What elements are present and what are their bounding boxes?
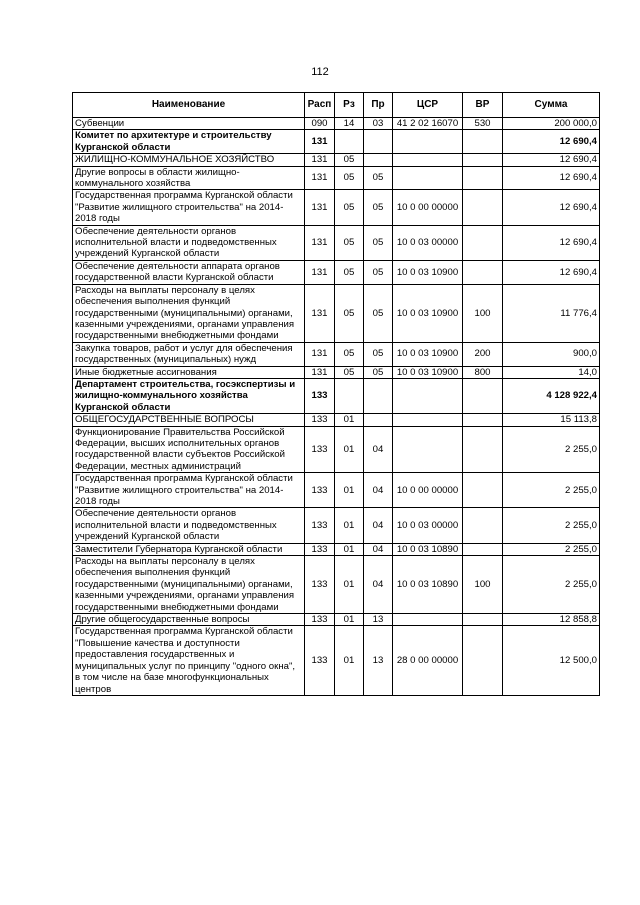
cell-name: Субвенции [73, 118, 305, 130]
table-row [73, 473, 600, 508]
cell-vr: 800 [463, 366, 503, 378]
cell-pr: 03 [364, 118, 393, 130]
cell-csr [393, 614, 463, 626]
cell-rasp: 133 [305, 414, 335, 426]
cell-rasp: 131 [305, 260, 335, 284]
cell-name: Другие общегосударственные вопросы [73, 614, 305, 626]
cell-vr [463, 225, 503, 260]
cell-pr: 05 [364, 366, 393, 378]
cell-name: Государственная программа Курганской области "Повышение качества и доступности предоставления государственных и муниципальных услуг по принципу "одного окна", в том числе на базе многофункциональных центров [73, 626, 305, 695]
cell-sum: 2 255,0 [503, 556, 600, 614]
cell-pr: 05 [364, 342, 393, 366]
cell-csr: 41 2 02 16070 [393, 118, 463, 130]
cell-vr: 200 [463, 342, 503, 366]
cell-rz: 05 [335, 366, 364, 378]
cell-rz [335, 130, 364, 154]
cell-vr [463, 614, 503, 626]
cell-csr: 10 0 03 10900 [393, 284, 463, 342]
cell-pr [364, 378, 393, 413]
cell-rz: 05 [335, 225, 364, 260]
cell-rz: 14 [335, 118, 364, 130]
cell-rasp: 131 [305, 225, 335, 260]
cell-name: Заместители Губернатора Курганской области [73, 543, 305, 555]
cell-sum: 2 255,0 [503, 473, 600, 508]
cell-rasp: 133 [305, 626, 335, 695]
cell-rasp: 090 [305, 118, 335, 130]
cell-pr [364, 414, 393, 426]
cell-sum: 11 776,4 [503, 284, 600, 342]
table-row [73, 543, 600, 555]
cell-name: Расходы на выплаты персоналу в целях обеспечения выполнения функций государственными (муниципальными) органами, казенными учреждениями, органами управления государственными внебюджетными фондами [73, 284, 305, 342]
cell-name: Государственная программа Курганской области "Развитие жилищного строительства" на 2014-2018 годы [73, 190, 305, 225]
table-row [73, 342, 600, 366]
table-row [73, 378, 600, 413]
cell-rasp: 131 [305, 366, 335, 378]
table-row [73, 366, 600, 378]
cell-pr: 04 [364, 426, 393, 473]
cell-name: Функционирование Правительства Российской Федерации, высших исполнительных органов государственной власти субъектов Российской Федерации, местных администраций [73, 426, 305, 473]
cell-rz: 05 [335, 166, 364, 190]
cell-pr: 05 [364, 166, 393, 190]
cell-vr [463, 154, 503, 166]
cell-sum: 12 690,4 [503, 260, 600, 284]
cell-rasp: 133 [305, 473, 335, 508]
table-row [73, 414, 600, 426]
table-row [73, 260, 600, 284]
cell-csr: 10 0 03 10890 [393, 556, 463, 614]
header-pr: Пр [364, 93, 393, 118]
table-row [73, 166, 600, 190]
cell-rasp: 131 [305, 284, 335, 342]
cell-name: Обеспечение деятельности органов исполнительной власти и подведомственных учреждений Курганской области [73, 508, 305, 543]
cell-rz: 01 [335, 473, 364, 508]
cell-pr: 13 [364, 626, 393, 695]
cell-sum: 2 255,0 [503, 426, 600, 473]
cell-pr: 04 [364, 508, 393, 543]
cell-rz: 05 [335, 342, 364, 366]
cell-vr [463, 378, 503, 413]
cell-rasp: 133 [305, 614, 335, 626]
cell-sum: 2 255,0 [503, 508, 600, 543]
cell-name: Государственная программа Курганской области "Развитие жилищного строительства" на 2014-2018 годы [73, 473, 305, 508]
table-row [73, 626, 600, 695]
table-row [73, 130, 600, 154]
cell-sum: 12 500,0 [503, 626, 600, 695]
cell-pr [364, 154, 393, 166]
cell-rz: 01 [335, 543, 364, 555]
cell-rz: 05 [335, 284, 364, 342]
cell-csr: 10 0 03 10900 [393, 342, 463, 366]
cell-pr: 04 [364, 556, 393, 614]
cell-sum: 12 858,8 [503, 614, 600, 626]
cell-csr [393, 426, 463, 473]
cell-sum: 2 255,0 [503, 543, 600, 555]
cell-pr: 05 [364, 190, 393, 225]
table-row [73, 284, 600, 342]
cell-sum: 900,0 [503, 342, 600, 366]
table-row [73, 190, 600, 225]
header-rz: Рз [335, 93, 364, 118]
cell-sum: 12 690,4 [503, 154, 600, 166]
cell-rasp: 131 [305, 154, 335, 166]
table-row [73, 614, 600, 626]
cell-rz: 01 [335, 426, 364, 473]
cell-rz [335, 378, 364, 413]
cell-vr [463, 190, 503, 225]
header-name: Наименование [73, 93, 305, 118]
cell-rasp: 133 [305, 508, 335, 543]
cell-rasp: 133 [305, 543, 335, 555]
cell-name: Обеспечение деятельности аппарата органов государственной власти Курганской области [73, 260, 305, 284]
cell-rz: 05 [335, 190, 364, 225]
cell-name: Иные бюджетные ассигнования [73, 366, 305, 378]
cell-rz: 01 [335, 626, 364, 695]
budget-table [72, 92, 600, 696]
cell-name: ЖИЛИЩНО-КОММУНАЛЬНОЕ ХОЗЯЙСТВО [73, 154, 305, 166]
table-row [73, 225, 600, 260]
cell-name: Другие вопросы в области жилищно-коммунального хозяйства [73, 166, 305, 190]
page-number: 112 [311, 66, 329, 78]
cell-sum: 15 113,8 [503, 414, 600, 426]
cell-sum: 200 000,0 [503, 118, 600, 130]
cell-vr [463, 260, 503, 284]
cell-rz: 01 [335, 614, 364, 626]
cell-csr [393, 130, 463, 154]
cell-csr: 10 0 00 00000 [393, 190, 463, 225]
cell-csr [393, 166, 463, 190]
cell-csr [393, 414, 463, 426]
table-row [73, 118, 600, 130]
cell-rasp: 133 [305, 378, 335, 413]
cell-vr [463, 166, 503, 190]
cell-sum: 12 690,4 [503, 225, 600, 260]
cell-csr: 28 0 00 00000 [393, 626, 463, 695]
cell-sum: 12 690,4 [503, 166, 600, 190]
cell-name: ОБЩЕГОСУДАРСТВЕННЫЕ ВОПРОСЫ [73, 414, 305, 426]
cell-name: Обеспечение деятельности органов исполнительной власти и подведомственных учреждений Курганской области [73, 225, 305, 260]
cell-csr: 10 0 00 00000 [393, 473, 463, 508]
cell-rasp: 131 [305, 342, 335, 366]
cell-vr [463, 626, 503, 695]
cell-csr: 10 0 03 00000 [393, 225, 463, 260]
cell-rz: 05 [335, 260, 364, 284]
cell-pr: 05 [364, 284, 393, 342]
table-row [73, 426, 600, 473]
cell-sum: 12 690,4 [503, 130, 600, 154]
header-vr: ВР [463, 93, 503, 118]
cell-pr: 04 [364, 543, 393, 555]
cell-pr: 05 [364, 225, 393, 260]
cell-rasp: 133 [305, 556, 335, 614]
cell-vr: 100 [463, 284, 503, 342]
header-sum: Сумма [503, 93, 600, 118]
header-csr: ЦСР [393, 93, 463, 118]
cell-vr [463, 130, 503, 154]
cell-rz: 01 [335, 414, 364, 426]
cell-sum: 4 128 922,4 [503, 378, 600, 413]
cell-vr [463, 473, 503, 508]
cell-pr: 05 [364, 260, 393, 284]
cell-pr: 04 [364, 473, 393, 508]
cell-csr: 10 0 03 10900 [393, 366, 463, 378]
cell-name: Комитет по архитектуре и строительству Курганской области [73, 130, 305, 154]
table-row [73, 508, 600, 543]
cell-rasp: 131 [305, 190, 335, 225]
cell-csr: 10 0 03 10890 [393, 543, 463, 555]
table-header-row [73, 93, 600, 118]
cell-rasp: 133 [305, 426, 335, 473]
cell-csr [393, 154, 463, 166]
cell-sum: 14,0 [503, 366, 600, 378]
cell-vr: 530 [463, 118, 503, 130]
cell-name: Расходы на выплаты персоналу в целях обеспечения выполнения функций государственными (муниципальными) органами, казенными учреждениями, органами управления государственными внебюджетными фондами [73, 556, 305, 614]
cell-vr [463, 426, 503, 473]
cell-sum: 12 690,4 [503, 190, 600, 225]
cell-vr: 100 [463, 556, 503, 614]
cell-csr [393, 378, 463, 413]
header-rasp: Расп [305, 93, 335, 118]
cell-pr: 13 [364, 614, 393, 626]
cell-vr [463, 414, 503, 426]
cell-name: Департамент строительства, госэкспертизы и жилищно-коммунального хозяйства Курганской области [73, 378, 305, 413]
cell-rz: 01 [335, 556, 364, 614]
cell-rasp: 131 [305, 130, 335, 154]
cell-vr [463, 508, 503, 543]
cell-pr [364, 130, 393, 154]
table-row [73, 154, 600, 166]
cell-rz: 05 [335, 154, 364, 166]
cell-name: Закупка товаров, работ и услуг для обеспечения государственных (муниципальных) нужд [73, 342, 305, 366]
cell-vr [463, 543, 503, 555]
cell-rasp: 131 [305, 166, 335, 190]
table-row [73, 556, 600, 614]
cell-rz: 01 [335, 508, 364, 543]
cell-csr: 10 0 03 00000 [393, 508, 463, 543]
cell-csr: 10 0 03 10900 [393, 260, 463, 284]
